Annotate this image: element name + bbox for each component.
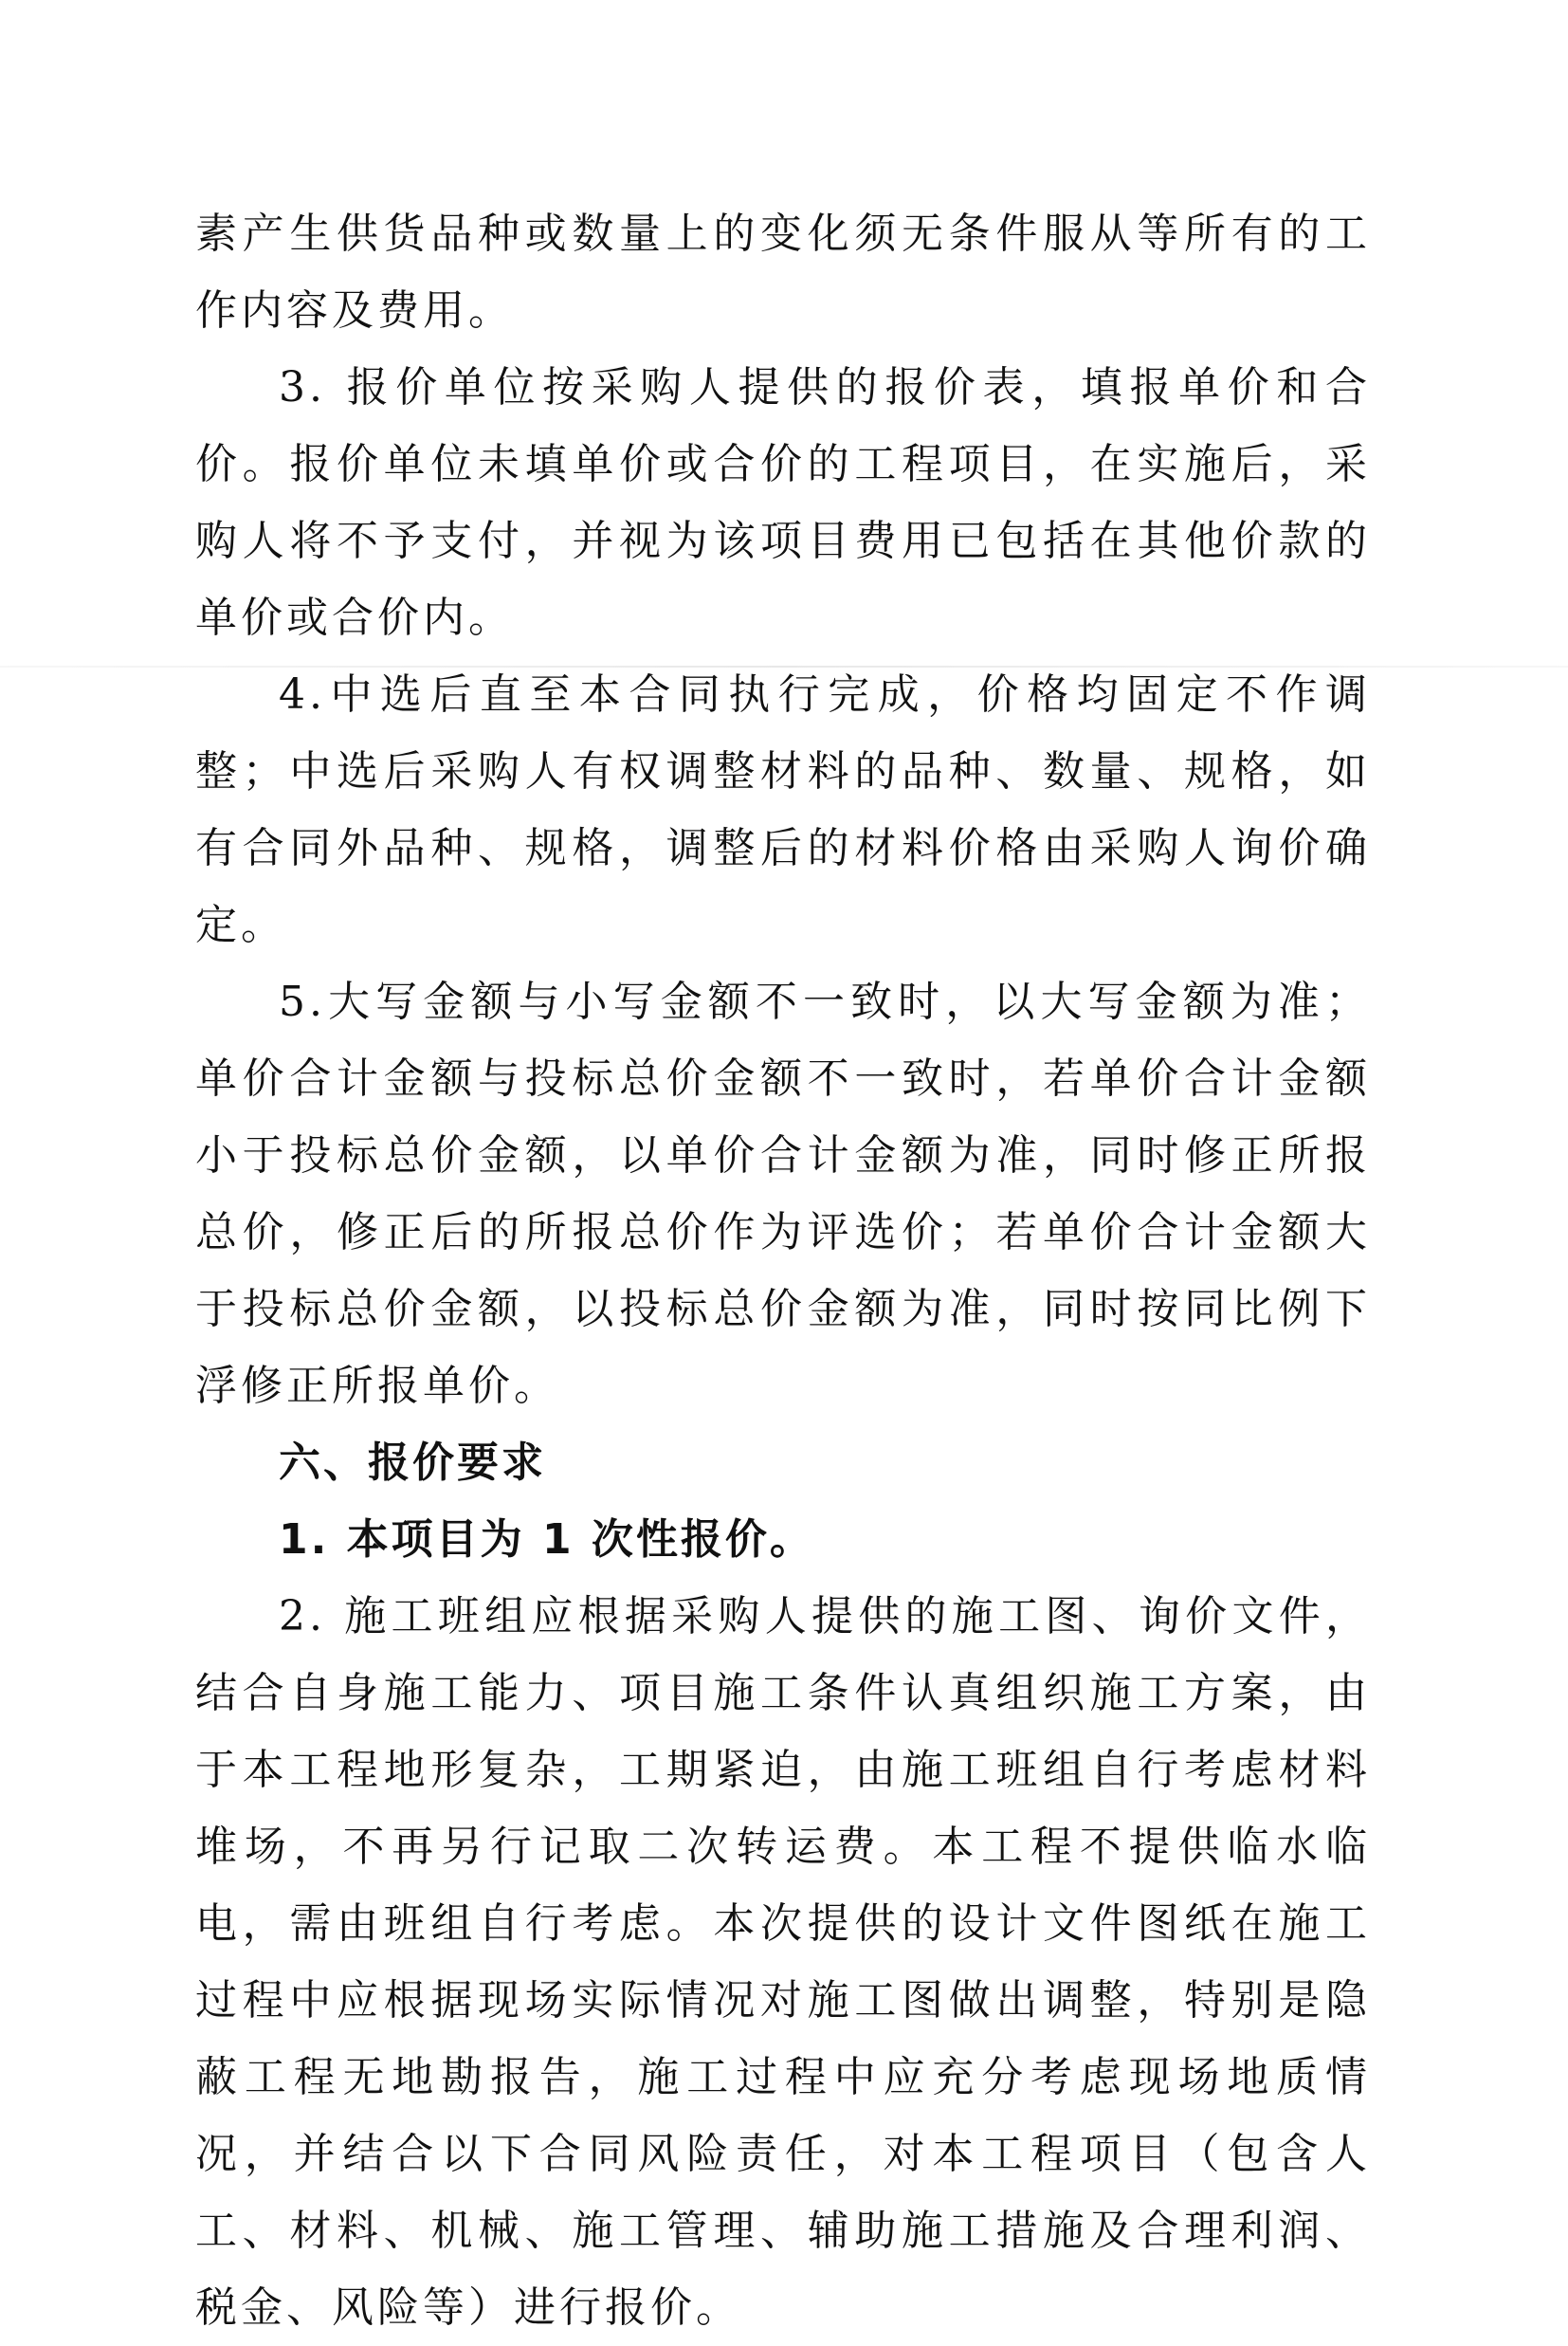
paragraph-bold-item-1: 1. 本项目为 1 次性报价。 xyxy=(279,1515,814,1564)
paragraph-continuation: 素产生供货品种或数量上的变化须无条件服从等所有的工作内容及费用。 xyxy=(195,210,1371,335)
paragraph-item-3: 3. 报价单位按采购人提供的报价表，填报单价和合价。报价单位未填单价或合价的工程项目，在实施后，采购人将不予支付，并视为该项目费用已包括在其他价款的单价或合价内。 xyxy=(195,363,1371,642)
document-body xyxy=(195,195,1371,2346)
section-heading-quotation-requirements: 六、报价要求 xyxy=(279,1439,546,1487)
paragraph-item-4: 4.中选后直至本合同执行完成，价格均固定不作调整；中选后采购人有权调整材料的品种、数量、规格，如有合同外品种、规格，调整后的材料价格由采购人询价确定。 xyxy=(195,670,1371,949)
paragraph-item-2: 2. 施工班组应根据采购人提供的施工图、询价文件，结合自身施工能力、项目施工条件认真组织施工方案，由于本工程地形复杂，工期紧迫，由施工班组自行考虑材料堆场，不再另行记取二次转运费。本工程不提供临水临电，需由班组自行考虑。本次提供的设计文件图纸在施工过程中应根据现场实际情况对施工图做出调整，特别是隐蔽工程无地勘报告，施工过程中应充分考虑现场地质情况，并结合以下合同风险责任，对本工程项目（包含人工、材料、机械、施工管理、辅助施工措施及合理利润、税金、风险等）进行报价。 xyxy=(195,1592,1371,2332)
paragraph-item-5: 5.大写金额与小写金额不一致时，以大写金额为准；单价合计金额与投标总价金额不一致时，若单价合计金额小于投标总价金额，以单价合计金额为准，同时修正所报总价，修正后的所报总价作为评选价；若单价合计金额大于投标总价金额，以投标总价金额为准，同时按同比例下浮修正所报单价。 xyxy=(195,978,1371,1410)
